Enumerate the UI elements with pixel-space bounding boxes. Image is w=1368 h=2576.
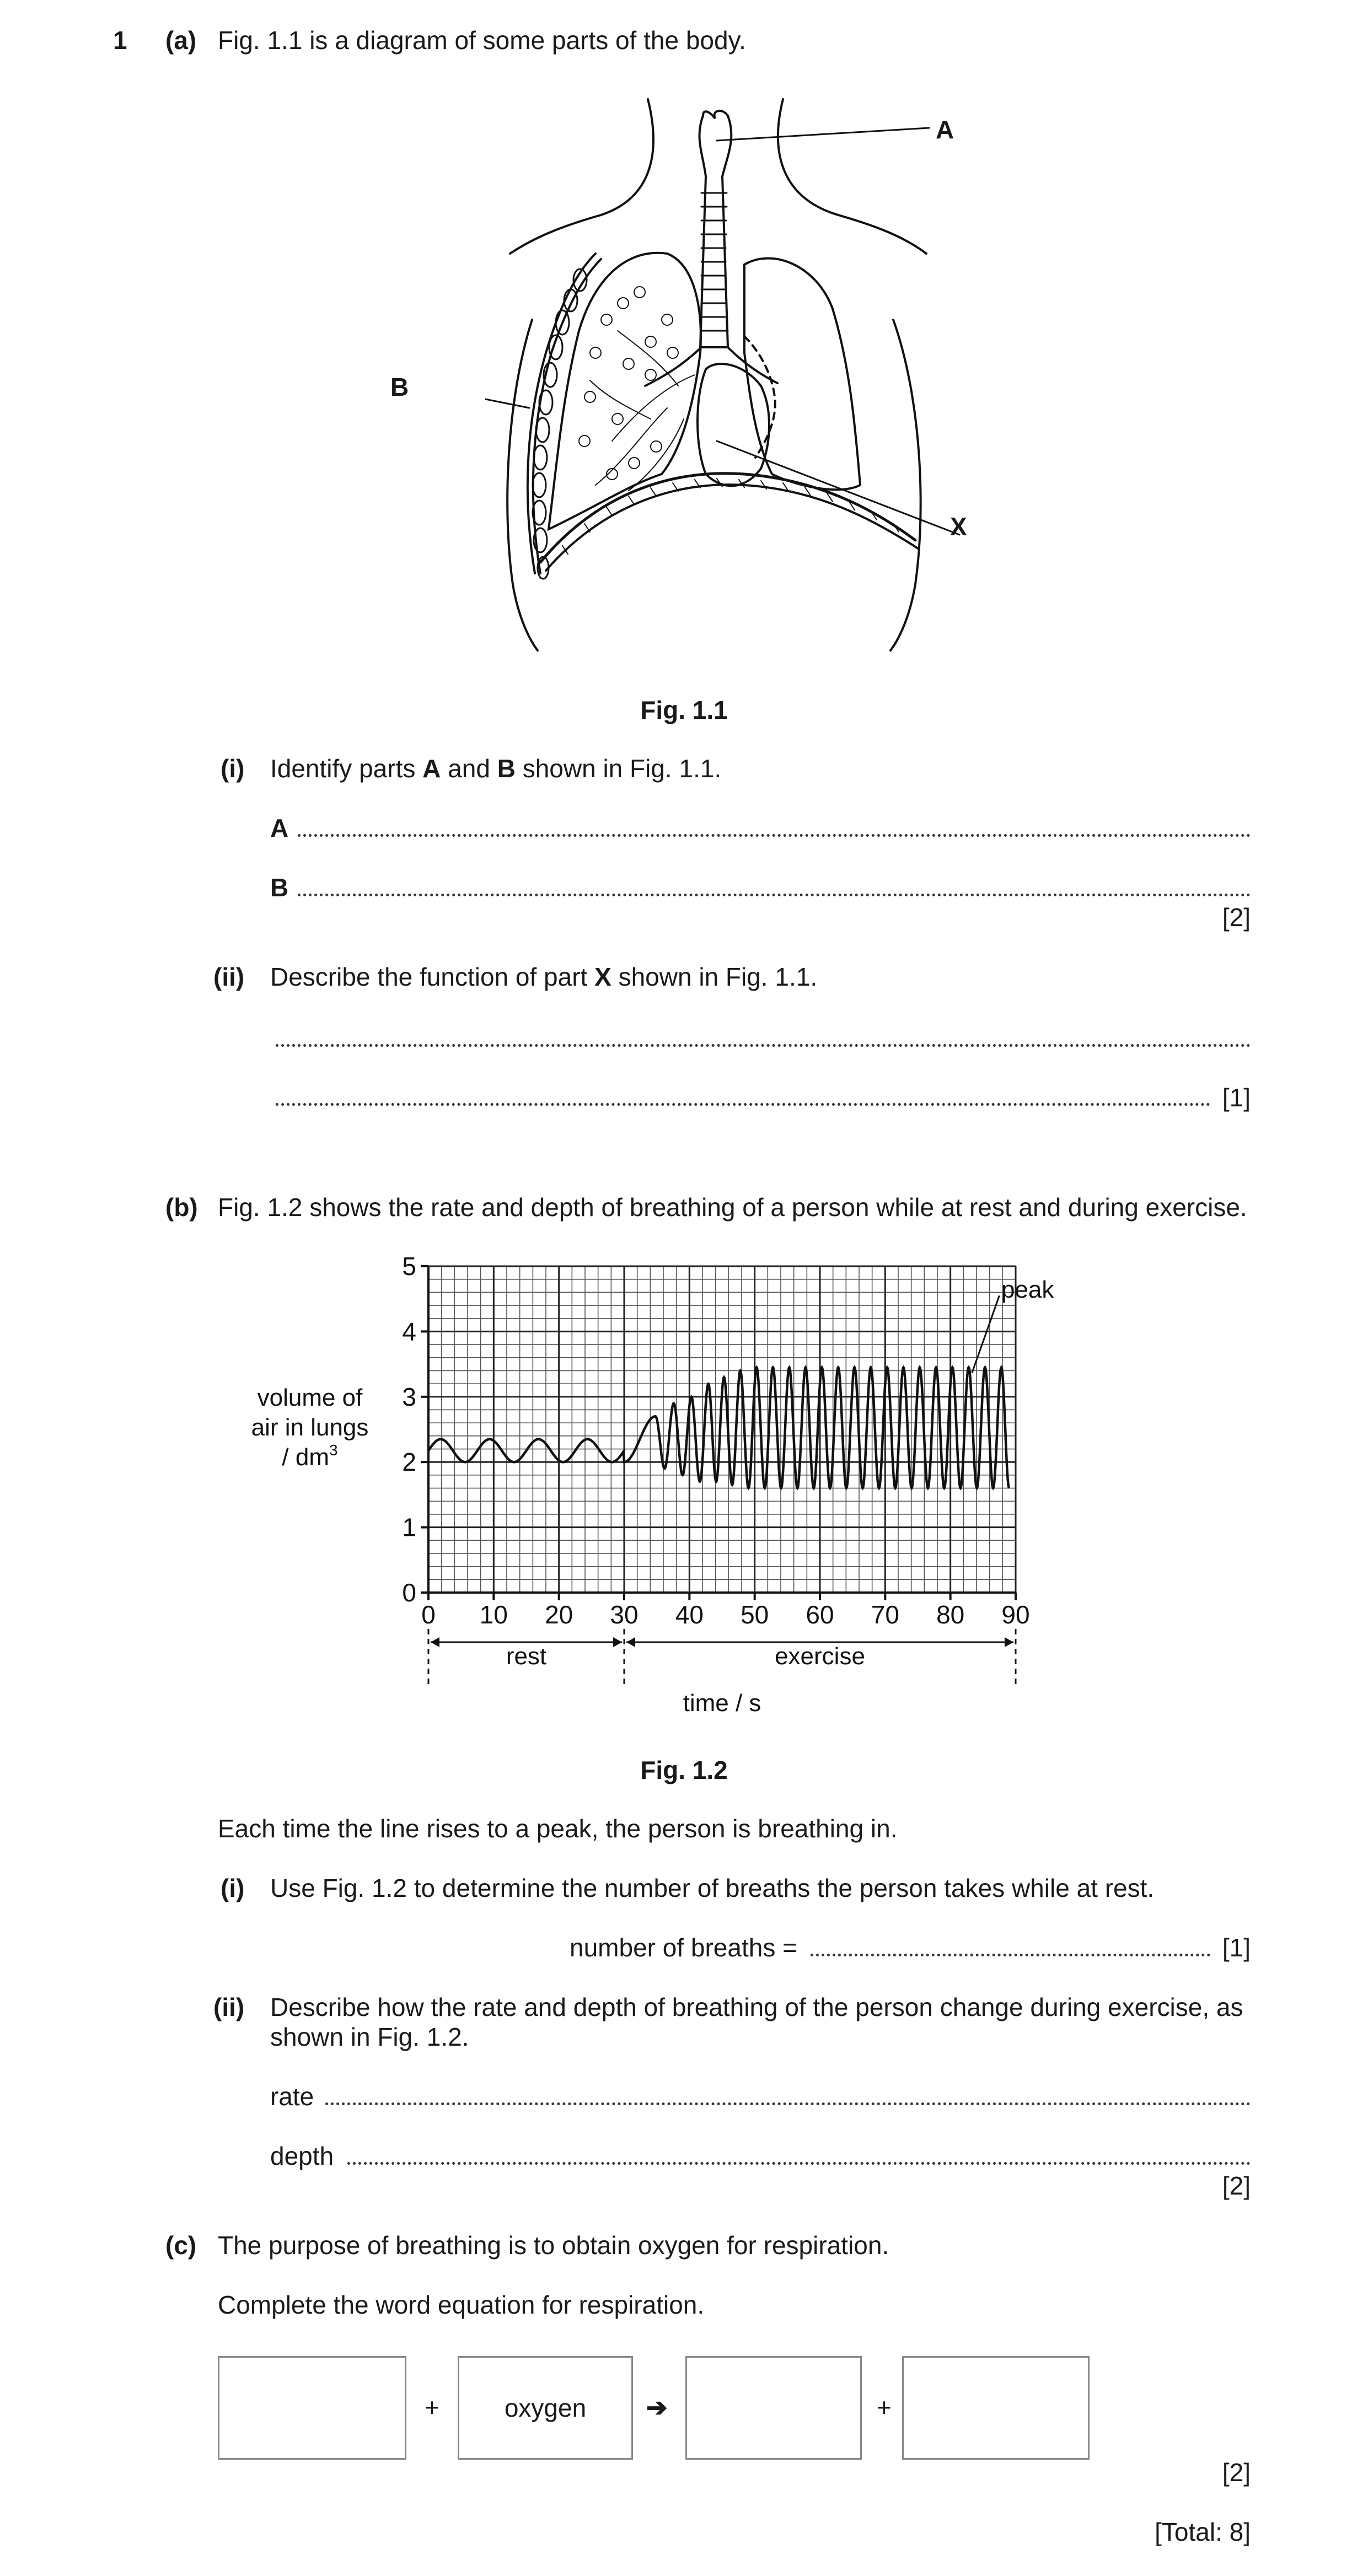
label-x: X xyxy=(950,512,967,541)
chart-grid-major xyxy=(428,1266,1016,1593)
trachea xyxy=(700,111,732,347)
part-a-label: (a) xyxy=(165,26,197,55)
heart xyxy=(698,364,769,486)
y-axis-label xyxy=(251,1384,369,1471)
y-tick-label: 2 xyxy=(402,1448,416,1477)
marks-b-ii: [2] xyxy=(1222,2171,1251,2200)
label-a: A xyxy=(936,115,954,144)
b-i-question: Use Fig. 1.2 to determine the number of breaths the person takes while at rest. xyxy=(270,1874,1155,1902)
region-arrowhead-right xyxy=(1005,1637,1013,1647)
left-lung xyxy=(549,253,701,529)
chart-ticks xyxy=(421,1266,1016,1600)
label-line-b xyxy=(485,386,529,408)
rate-answer-line[interactable] xyxy=(325,2102,1251,2105)
b-ii-question-line2: shown in Fig. 1.2. xyxy=(270,2023,469,2051)
part-c-label: (c) xyxy=(165,2231,197,2260)
equation-plus-2: + xyxy=(877,2393,892,2422)
y-tick-label: 5 xyxy=(402,1252,416,1281)
part-c-intro: The purpose of breathing is to obtain oxygen for respiration. xyxy=(218,2231,889,2260)
neck-left-outline xyxy=(510,99,653,254)
y-tick-label: 1 xyxy=(402,1513,416,1542)
depth-answer-line[interactable] xyxy=(347,2162,1251,2165)
part-b-intro: Fig. 1.2 shows the rate and depth of breathing of a person while at rest and during exercise. xyxy=(218,1193,1247,1222)
a-ii-question: Describe the function of part X shown in Fig. 1.1. xyxy=(270,962,818,991)
chart-regions xyxy=(428,1629,1016,1686)
equation-box-product-1[interactable] xyxy=(685,2356,862,2460)
x-tick-label: 70 xyxy=(871,1600,899,1629)
y-axis-label-line1: volume of xyxy=(257,1384,363,1411)
y-tick-label: 0 xyxy=(402,1578,416,1607)
y-axis-label-line2: air in lungs xyxy=(251,1413,369,1441)
x-tick-label: 50 xyxy=(741,1600,769,1629)
sub-i-label: (i) xyxy=(221,754,245,783)
label-line-a xyxy=(717,128,929,141)
x-tick-label: 90 xyxy=(1001,1600,1030,1629)
peak-annotation: peak xyxy=(1001,1276,1054,1304)
x-tick-label: 40 xyxy=(675,1600,704,1629)
y-axis-label-line3: / $dm^3$ xyxy=(282,1441,338,1471)
region-label: rest xyxy=(506,1643,547,1670)
answer-line-b[interactable] xyxy=(298,894,1251,896)
depth-label: depth xyxy=(270,2142,334,2170)
marks-c: [2] xyxy=(1222,2458,1251,2487)
answer-line-a-ii-2[interactable] xyxy=(276,1103,1210,1106)
breathing-chart xyxy=(0,1235,1368,1731)
x-axis-label: time / s xyxy=(683,1690,761,1717)
answer-label-b: B xyxy=(270,873,289,902)
body-right-outline xyxy=(890,320,921,650)
marks-a-i: [2] xyxy=(1222,903,1251,932)
answer-label-a: A xyxy=(270,814,289,842)
number-of-breaths-answer-line[interactable] xyxy=(811,1954,1210,1956)
b-i-label: (i) xyxy=(221,1874,245,1902)
region-arrowhead-left xyxy=(626,1637,635,1647)
part-b-note: Each time the line rises to a peak, the person is breathing in. xyxy=(218,1814,898,1843)
equation-plus-1: + xyxy=(425,2393,439,2422)
fig-1-2-caption: Fig. 1.2 xyxy=(640,1756,728,1784)
chart-axes xyxy=(428,1266,1016,1593)
b-ii-label: (ii) xyxy=(213,1993,245,2021)
x-tick-label: 10 xyxy=(479,1600,508,1629)
neck-right-outline xyxy=(778,99,926,254)
x-tick-label: 60 xyxy=(806,1600,834,1629)
chart-tick-labels xyxy=(402,1252,1029,1629)
x-tick-label: 0 xyxy=(421,1600,436,1629)
part-b-label: (b) xyxy=(165,1193,198,1222)
part-a-intro: Fig. 1.1 is a diagram of some parts of the body. xyxy=(218,26,746,55)
y-tick-label: 3 xyxy=(402,1382,416,1411)
chart-grid-minor xyxy=(428,1266,1016,1593)
marks-a-ii: [1] xyxy=(1222,1083,1251,1112)
breathing-trace xyxy=(428,1368,1009,1488)
label-b: B xyxy=(390,373,409,401)
x-tick-label: 30 xyxy=(610,1600,639,1629)
region-label: exercise xyxy=(775,1643,865,1670)
region-arrowhead-left xyxy=(431,1637,439,1647)
rate-label: rate xyxy=(270,2082,314,2111)
x-tick-label: 80 xyxy=(936,1600,965,1629)
total-marks: [Total: 8] xyxy=(1155,2518,1251,2546)
equation-arrow: ➔ xyxy=(646,2393,668,2422)
equation-box-oxygen: oxygen xyxy=(458,2356,633,2460)
x-tick-label: 20 xyxy=(545,1600,573,1629)
equation-box-reactant[interactable] xyxy=(218,2356,406,2460)
body-diagram xyxy=(485,88,1026,662)
label-line-x xyxy=(717,441,959,535)
a-i-question: Identify parts A and B shown in Fig. 1.1. xyxy=(270,754,722,783)
number-of-breaths-label: number of breaths = xyxy=(570,1933,797,1962)
sub-ii-label: (ii) xyxy=(213,962,245,991)
equation-box-product-2[interactable] xyxy=(902,2356,1090,2460)
part-c-instruction: Complete the word equation for respiration. xyxy=(218,2290,705,2319)
question-number: 1 xyxy=(113,26,127,55)
region-arrowhead-right xyxy=(613,1637,622,1647)
answer-line-a[interactable] xyxy=(298,834,1251,837)
fig-1-1-caption: Fig. 1.1 xyxy=(640,696,728,724)
y-tick-label: 4 xyxy=(402,1317,416,1346)
marks-b-i: [1] xyxy=(1222,1933,1251,1962)
b-ii-question-line1: Describe how the rate and depth of breathing of the person change during exercise, as xyxy=(270,1993,1243,2021)
answer-line-a-ii-1[interactable] xyxy=(276,1044,1251,1047)
